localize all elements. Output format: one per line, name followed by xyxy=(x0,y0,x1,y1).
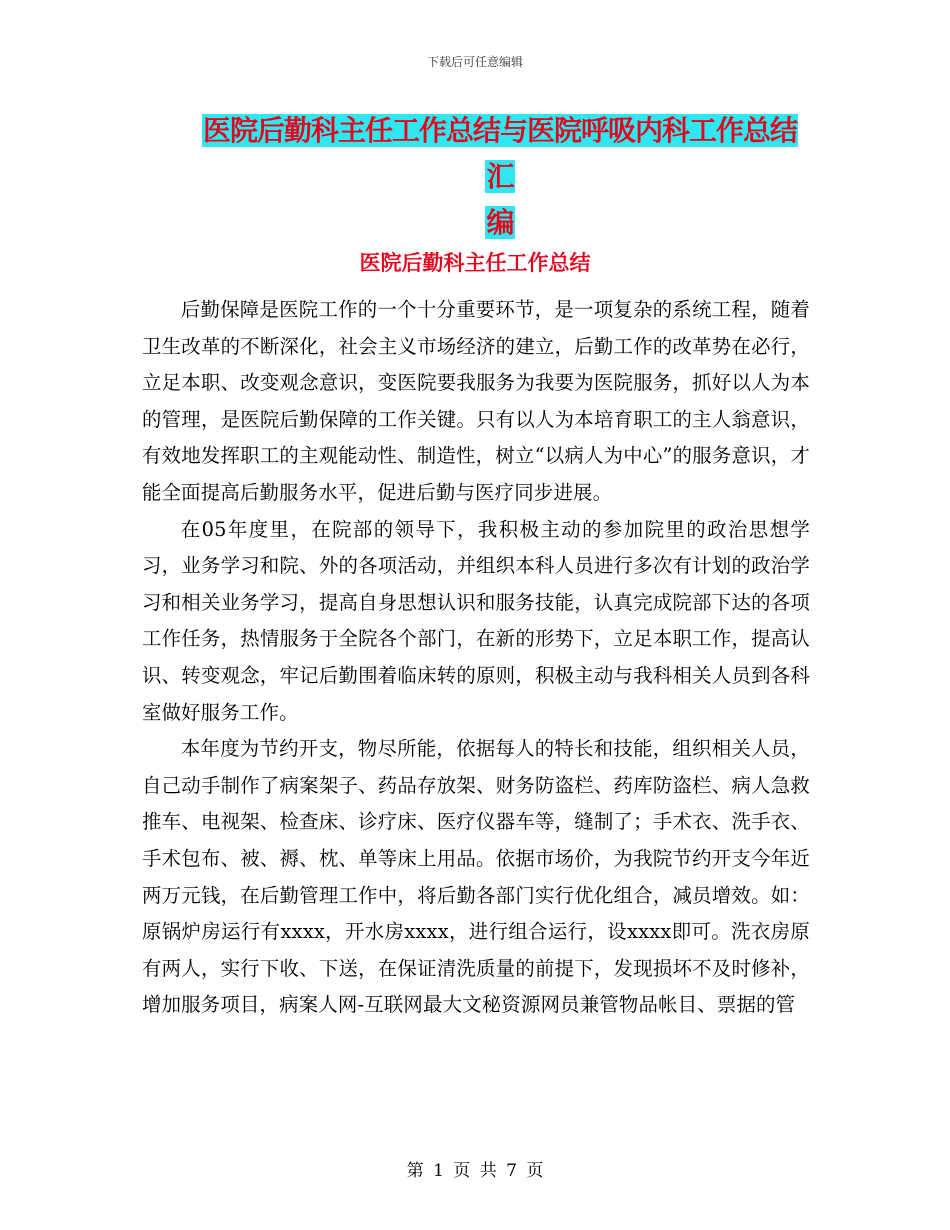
paragraph-3: 本年度为节约开支，物尽所能，依据每人的特长和技能，组织相关人员，自己动手制作了病案架子、药品存放架、财务防盗栏、药库防盗栏、病人急救推车、电视架、检查床、诊疗床、医疗仪器车等，缝制了；手术衣、洗手衣、手术包布、被、褥、枕、单等床上用品。依据市场价，为我院节约开支今年近两万元钱，在后勤管理工作中，将后勤各部门实行优化组合，减员增效。如：原锅炉房运行有xxxx，开水房xxxx，进行组合运行，设xxxx即可。洗衣房原有两人，实行下收、下送，在保证清洗质量的前提下，发现损坏不及时修补，增加服务项目，病案人网-互联网最大文秘资源网员兼管物品帐目、票据的管 xyxy=(142,737,810,1017)
document-title xyxy=(190,108,810,246)
paragraph-2: 在05年度里，在院部的领导下，我积极主动的参加院里的政治思想学习，业务学习和院、外的各项活动，并组织本科人员进行多次有计划的政治学习和相关业务学习，提高自身思想认识和服务技能，认真完成院部下达的各项工作任务，热情服务于全院各个部门，在新的形势下，立足本职工作，提高认识、转变观念，牢记后勤围着临床转的原则，积极主动与我科相关人员到各科室做好服务工作。 xyxy=(142,517,810,724)
document-title-line-1: 医院后勤科主任工作总结与医院呼吸内科工作总结汇 xyxy=(202,114,797,193)
document-title-line-2: 编 xyxy=(486,206,514,239)
paragraph-1: 后勤保障是医院工作的一个十分重要环节，是一项复杂的系统工程，随着卫生改革的不断深化，社会主义市场经济的建立，后勤工作的改革势在必行，立足本职、改变观念意识，变医院要我服务为我要为医院服务，抓好以人为本的管理，是医院后勤保障的工作关键。只有以人为本培育职工的主人翁意识，有效地发挥职工的主观能动性、制造性，树立“以病人为中心”的服务意识，才能全面提高后勤服务水平，促进后勤与医疗同步进展。 xyxy=(142,298,810,504)
page-indicator: 第 1 页 共 7 页 xyxy=(406,1161,544,1181)
header-note: 下载后可任意编辑 xyxy=(426,55,523,69)
body-text xyxy=(142,292,810,1024)
section-title: 医院后勤科主任工作总结 xyxy=(359,251,591,275)
